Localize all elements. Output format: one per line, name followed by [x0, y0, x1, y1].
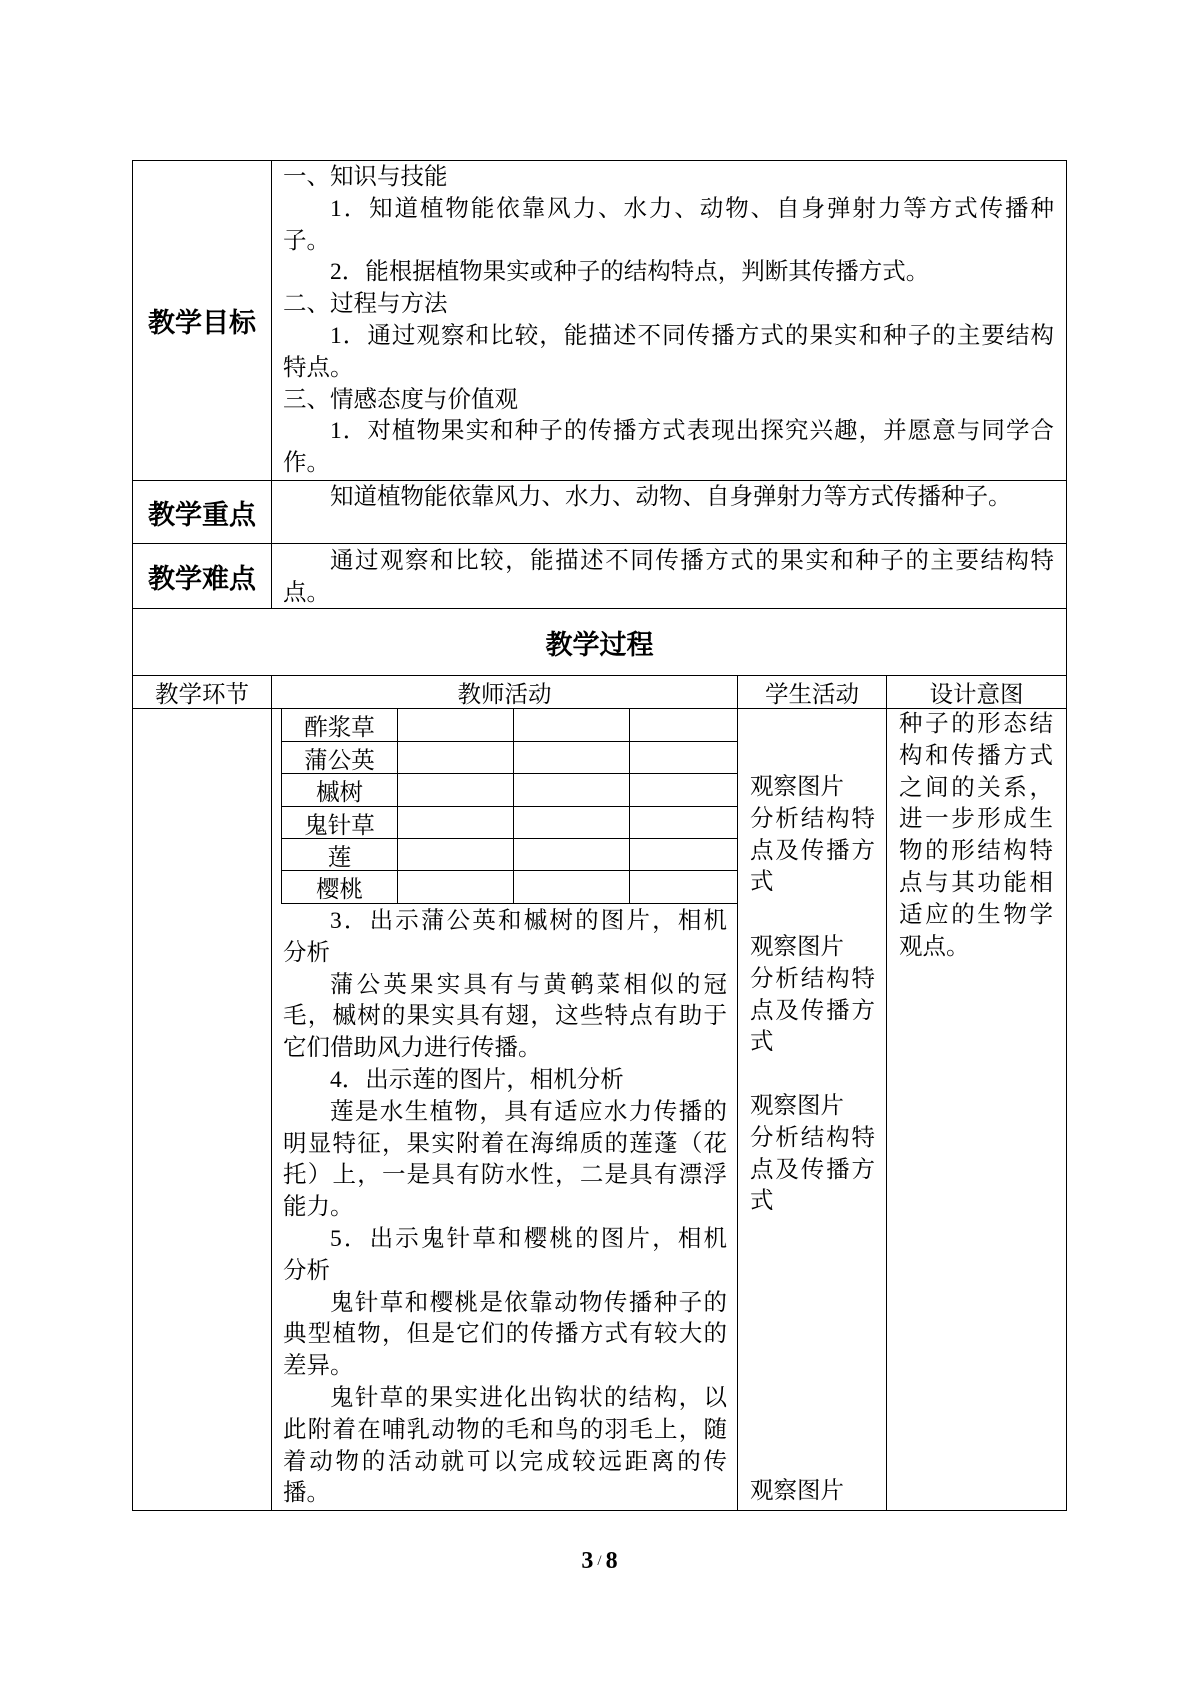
- stage-cell: [132, 708, 272, 1511]
- objective-line: 1．对植物果实和种子的传播方式表现出探究兴趣，并愿意与同学合: [330, 418, 1054, 445]
- plant-table-cell: [397, 806, 514, 839]
- lesson-plan-table: [132, 160, 1067, 1511]
- header-stage: 教学环节: [132, 675, 272, 709]
- plant-table-cell: [629, 708, 738, 742]
- student-activity-line: 式: [750, 1188, 774, 1215]
- student-activity-line: 式: [750, 869, 774, 896]
- plant-table-cell: [629, 773, 738, 807]
- plant-table-cell: [513, 773, 630, 807]
- student-activity-cell: [737, 708, 887, 1511]
- design-intent-line: 适应的生物学: [899, 901, 1053, 928]
- teacher-activity-line: 此附着在哺乳动物的毛和鸟的羽毛上，随: [283, 1416, 727, 1443]
- objective-line: 特点。: [283, 354, 354, 381]
- plant-table-cell: [397, 708, 514, 742]
- design-intent-text: [899, 709, 1053, 963]
- plant-table-cell: [513, 870, 630, 904]
- teacher-activity-line: 分析: [283, 1257, 330, 1284]
- student-activity-line: 分析结构特: [750, 1124, 875, 1151]
- difficulty-line: 点。: [283, 579, 330, 606]
- plant-table-cell: [397, 870, 514, 904]
- header-design-intent: 设计意图: [886, 675, 1067, 709]
- header-student-activity: 学生活动: [737, 675, 887, 709]
- teacher-activity-line: 播。: [283, 1480, 330, 1507]
- teacher-activity-line: 能力。: [283, 1194, 354, 1221]
- plant-table-cell: [513, 708, 630, 742]
- plant-name-cell: 酢浆草: [281, 708, 398, 742]
- plant-table-cell: [513, 838, 630, 871]
- plant-table-cell: [397, 838, 514, 871]
- plant-table-cell: [513, 741, 630, 774]
- student-activity-line: 观察图片: [750, 1478, 844, 1504]
- teacher-activity-line: 蒲公英果实具有与黄鹌菜相似的冠: [330, 971, 727, 998]
- student-activity-group: [750, 1476, 875, 1508]
- student-activity-line: 点及传播方: [750, 1156, 875, 1183]
- teacher-activity-cell: [271, 708, 738, 1511]
- teacher-activity-line: 典型植物，但是它们的传播方式有较大的: [283, 1321, 727, 1348]
- teacher-activity-line: 4．出示莲的图片，相机分析: [330, 1066, 624, 1093]
- design-intent-line: 进一步形成生: [899, 806, 1053, 833]
- objective-line: 2．能根据植物果实或种子的结构特点，判断其传播方式。: [330, 259, 930, 286]
- difficulty-line: 通过观察和比较，能描述不同传播方式的果实和种子的主要结构特: [330, 548, 1054, 574]
- objectives-content: [271, 160, 1067, 481]
- plant-table-cell: [513, 806, 630, 839]
- plant-name-cell: 蒲公英: [281, 741, 398, 774]
- teacher-activity-line: 鬼针草的果实进化出钩状的结构，以: [330, 1384, 727, 1411]
- teacher-activity-text: [283, 906, 727, 1510]
- key-point-label: 教学重点: [132, 480, 272, 544]
- plant-table-cell: [629, 806, 738, 839]
- student-activity-line: 点及传播方: [750, 997, 875, 1024]
- teacher-activity-line: 差异。: [283, 1353, 354, 1380]
- student-activity-line: 分析结构特: [750, 965, 875, 992]
- design-intent-cell: [886, 708, 1067, 1511]
- teacher-activity-line: 5．出示鬼针草和樱桃的图片，相机: [330, 1225, 727, 1252]
- student-activity-group: [750, 772, 875, 899]
- student-activity-line: 分析结构特: [750, 805, 875, 832]
- objective-line: 作。: [283, 450, 330, 477]
- plant-table-cell: [629, 741, 738, 774]
- plant-name-cell: 鬼针草: [281, 806, 398, 839]
- plant-name-cell: 莲: [281, 838, 398, 871]
- total-page-count: 8: [605, 1547, 618, 1574]
- design-intent-line: 点与其功能相: [899, 869, 1053, 896]
- objective-line: 子。: [283, 227, 330, 254]
- plant-table-cell: [629, 838, 738, 871]
- teacher-activity-line: 分析: [283, 939, 330, 966]
- student-activity-group: [750, 1091, 875, 1218]
- teacher-activity-line: 莲是水生植物，具有适应水力传播的: [330, 1098, 727, 1125]
- header-teacher-activity: 教师活动: [271, 675, 738, 709]
- plant-name-cell: 樱桃: [281, 870, 398, 904]
- difficulty-content: [271, 543, 1067, 609]
- key-point-content: [271, 480, 1067, 544]
- objective-line: 1．通过观察和比较，能描述不同传播方式的果实和种子的主要结构: [330, 322, 1054, 349]
- design-intent-line: 观点。: [899, 933, 970, 960]
- process-title: 教学过程: [132, 608, 1067, 676]
- design-intent-line: 构和传播方式: [899, 742, 1053, 769]
- key-point-line: 知道植物能依靠风力、水力、动物、自身弹射力等方式传播种子。: [330, 484, 1012, 510]
- objective-heading: 三、情感态度与价值观: [283, 386, 518, 413]
- page-number-separator: /: [597, 1552, 602, 1569]
- teacher-activity-line: 它们借助风力进行传播。: [283, 1035, 542, 1062]
- teacher-activity-line: 3．出示蒲公英和槭树的图片，相机: [330, 908, 727, 934]
- plant-table-cell: [397, 773, 514, 807]
- teacher-activity-line: 明显特征，果实附着在海绵质的莲蓬（花: [283, 1130, 727, 1157]
- plant-table-cell: [397, 741, 514, 774]
- objective-heading: 二、过程与方法: [283, 291, 448, 318]
- student-activity-line: 点及传播方: [750, 837, 875, 864]
- objectives-label: 教学目标: [132, 160, 272, 481]
- design-intent-line: 种子的形态结: [899, 711, 1053, 737]
- student-activity-line: 观察图片: [750, 934, 844, 960]
- student-activity-line: 观察图片: [750, 774, 844, 800]
- page-number: [132, 1546, 1067, 1576]
- plant-table-cell: [629, 870, 738, 904]
- plant-name-cell: 槭树: [281, 773, 398, 807]
- objective-heading: 一、知识与技能: [283, 164, 448, 190]
- objective-line: 1．知道植物能依靠风力、水力、动物、自身弹射力等方式传播种: [330, 195, 1054, 222]
- student-activity-group: [750, 932, 875, 1059]
- design-intent-line: 物的形结构特: [899, 838, 1053, 865]
- difficulty-label: 教学难点: [132, 543, 272, 609]
- teacher-activity-line: 托）上，一是具有防水性，二是具有漂浮: [283, 1162, 727, 1189]
- teacher-activity-line: 毛，槭树的果实具有翅，这些特点有助于: [283, 1003, 727, 1030]
- teacher-activity-line: 鬼针草和樱桃是依靠动物传播种子的: [330, 1289, 727, 1316]
- design-intent-line: 之间的关系，: [899, 774, 1053, 801]
- student-activity-line: 式: [750, 1029, 774, 1056]
- student-activity-line: 观察图片: [750, 1093, 844, 1119]
- current-page-number: 3: [581, 1547, 594, 1574]
- teacher-activity-line: 着动物的活动就可以完成较远距离的传: [283, 1448, 727, 1475]
